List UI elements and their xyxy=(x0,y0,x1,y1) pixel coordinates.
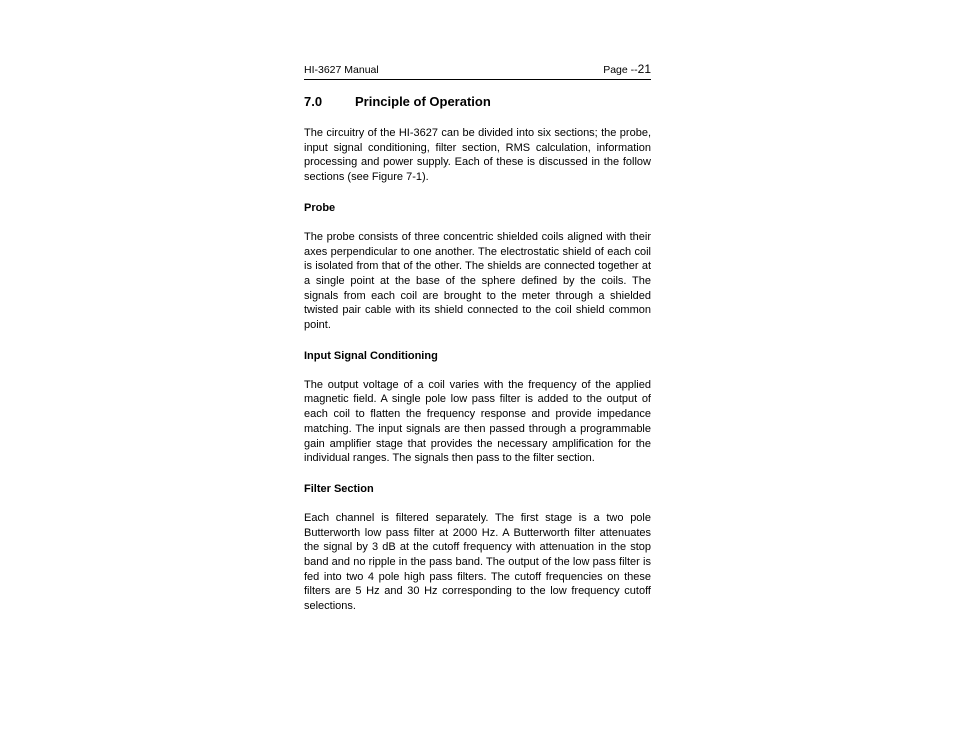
filter-section-paragraph: Each channel is filtered separately. The first stage is a two pole Butterworth low pass filter at 2000 Hz. A Butterworth filter attenuates the signal by 3 dB at the cutoff frequency with attenuation in the stop band and no ripple in the pass band. The output of the low pass filter is fed into two 4 pole high pass filters. The cutoff frequencies on these filters are 5 Hz and 30 Hz corresponding to the low frequency cutoff selections. xyxy=(304,511,651,613)
subheading-input-signal-conditioning: Input Signal Conditioning xyxy=(304,349,438,362)
page-number-value: 21 xyxy=(637,62,651,76)
section-title: Principle of Operation xyxy=(355,94,491,109)
page-number-label: Page -- xyxy=(603,64,638,76)
section-heading xyxy=(304,94,651,110)
subheading-filter-section: Filter Section xyxy=(304,482,374,495)
intro-paragraph: The circuitry of the HI-3627 can be divided into six sections; the probe, input signal conditioning, filter section, RMS calculation, information processing and power supply. Each of these is discussed in the follow sections (see Figure 7-1). xyxy=(304,127,651,184)
manual-page xyxy=(304,63,651,614)
subheading-probe: Probe xyxy=(304,201,336,214)
running-header xyxy=(304,63,651,80)
input-signal-conditioning-paragraph: The output voltage of a coil varies with the frequency of the applied magnetic field. A single pole low pass filter is added to the output of each coil to flatten the frequency response and provide impedance matching. The input signals are then passed through a programmable gain amplifier stage that provides the necessary amplification for the individual ranges. The signals then pass to the filter section. xyxy=(304,378,651,465)
manual-title: HI-3627 Manual xyxy=(304,64,379,76)
section-number: 7.0 xyxy=(304,94,323,109)
probe-paragraph: The probe consists of three concentric shielded coils aligned with their axes perpendicular to one another. The electrostatic shield of each coil is isolated from that of the other. The shields are connected together at a single point at the base of the sphere defined by the coils. The signals from each coil are brought to the meter through a shielded twisted pair cable with its shield connected to the coil shield common point. xyxy=(304,230,651,332)
page-number xyxy=(603,63,651,77)
